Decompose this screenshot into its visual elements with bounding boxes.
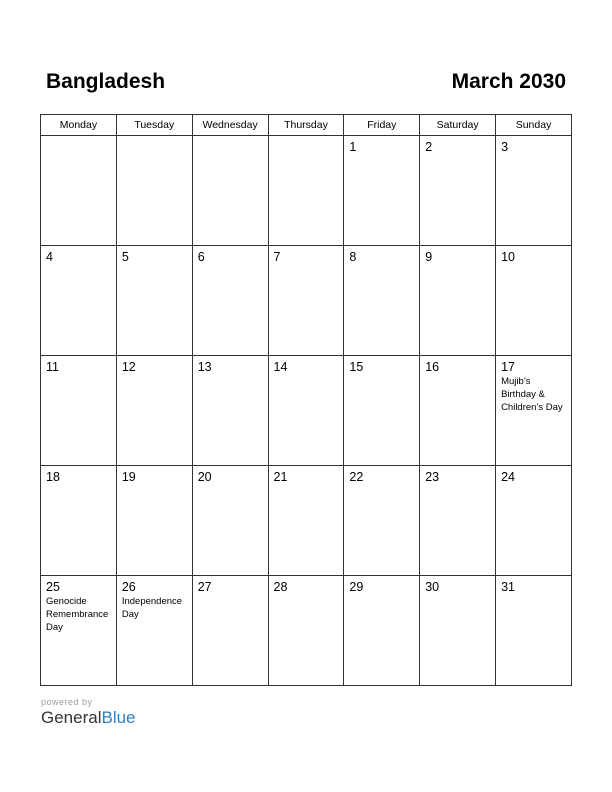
day-cell-content	[41, 136, 116, 245]
day-number: 20	[197, 470, 212, 484]
day-number: 10	[501, 250, 515, 264]
day-number: 24	[501, 470, 515, 484]
weekday-thursday: Thursday	[268, 115, 344, 136]
day-cell-content	[193, 356, 268, 465]
day-cell-content	[117, 136, 192, 245]
week-row	[41, 356, 572, 466]
day-number: 14	[273, 360, 288, 374]
day-cell	[496, 576, 572, 686]
day-cell-content	[344, 466, 419, 575]
day-number: 5	[121, 250, 129, 264]
weekday-wednesday: Wednesday	[192, 115, 268, 136]
day-cell-content	[269, 356, 344, 465]
day-cell	[496, 356, 572, 466]
day-cell	[496, 246, 572, 356]
week-row	[41, 576, 572, 686]
day-number: 17	[501, 360, 515, 374]
footer-branding	[41, 697, 136, 728]
day-cell	[268, 466, 344, 576]
day-number: 21	[273, 470, 288, 484]
week-row	[41, 136, 572, 246]
week-row	[41, 466, 572, 576]
holiday-label: Mujib’s Birthday & Children’s Day	[501, 376, 563, 413]
calendar-body	[41, 136, 572, 686]
month-year-title: March 2030	[451, 70, 566, 93]
day-cell	[344, 466, 420, 576]
day-number: 3	[501, 140, 509, 154]
day-cell-content	[496, 356, 571, 465]
day-cell-content	[496, 576, 571, 685]
day-cell	[192, 576, 268, 686]
day-cell	[192, 356, 268, 466]
weekday-saturday: Saturday	[420, 115, 496, 136]
day-cell-content	[41, 466, 116, 575]
holiday-label: Independence Day	[121, 596, 183, 620]
day-cell	[41, 136, 117, 246]
day-cell	[268, 246, 344, 356]
day-cell-content	[496, 246, 571, 355]
day-number: 11	[46, 360, 59, 374]
day-cell-content	[269, 136, 344, 245]
day-cell	[41, 246, 117, 356]
day-number: 7	[273, 250, 281, 264]
day-number: 16	[425, 360, 440, 374]
weekday-header-row	[41, 115, 572, 136]
day-number: 25	[46, 580, 60, 594]
day-cell	[192, 246, 268, 356]
powered-by-text: powered by	[41, 697, 93, 707]
day-cell-content	[496, 136, 571, 245]
day-cell	[420, 246, 496, 356]
day-cell-content	[420, 136, 495, 245]
calendar-table	[40, 114, 572, 686]
calendar-header	[46, 70, 566, 100]
day-cell	[496, 136, 572, 246]
day-number: 18	[46, 470, 60, 484]
day-number: 1	[349, 140, 357, 154]
day-number: 6	[197, 250, 205, 264]
day-cell-content	[41, 246, 116, 355]
day-cell-content	[193, 576, 268, 685]
day-number: 28	[273, 580, 288, 594]
weekday-sunday: Sunday	[496, 115, 572, 136]
day-number: 29	[349, 580, 364, 594]
day-cell	[116, 466, 192, 576]
day-cell	[420, 466, 496, 576]
day-cell-content	[420, 466, 495, 575]
day-cell-content	[344, 576, 419, 685]
day-cell	[41, 466, 117, 576]
day-cell-content	[269, 246, 344, 355]
day-cell-content	[193, 136, 268, 245]
day-number: 23	[425, 470, 440, 484]
brand-name-general: General	[41, 708, 102, 727]
day-cell-content	[117, 466, 192, 575]
weekday-monday: Monday	[41, 115, 117, 136]
day-cell	[116, 136, 192, 246]
day-cell-content	[269, 466, 344, 575]
day-cell-content	[496, 466, 571, 575]
day-cell-content	[344, 356, 419, 465]
brand-name-blue: Blue	[101, 708, 136, 727]
day-cell	[420, 576, 496, 686]
day-number: 13	[197, 360, 212, 374]
weekday-tuesday: Tuesday	[116, 115, 192, 136]
day-cell	[268, 136, 344, 246]
day-number: 30	[425, 580, 440, 594]
day-cell-content	[117, 246, 192, 355]
day-cell-content	[344, 246, 419, 355]
day-cell-content	[344, 136, 419, 245]
day-number: 26	[121, 580, 136, 594]
day-cell-content	[193, 246, 268, 355]
day-number: 27	[197, 580, 212, 594]
day-number: 2	[425, 140, 433, 154]
day-cell	[116, 356, 192, 466]
day-cell	[192, 466, 268, 576]
day-cell	[116, 246, 192, 356]
day-cell-content	[41, 576, 116, 685]
day-number: 12	[121, 360, 136, 374]
day-cell	[41, 356, 117, 466]
week-row	[41, 246, 572, 356]
day-cell	[41, 576, 117, 686]
day-number: 9	[425, 250, 433, 264]
brand-logo	[41, 708, 136, 728]
day-cell	[268, 576, 344, 686]
holiday-label: Genocide Remembrance Day	[46, 596, 109, 633]
day-cell	[116, 576, 192, 686]
day-number: 8	[349, 250, 357, 264]
day-cell-content	[420, 356, 495, 465]
weekday-friday: Friday	[344, 115, 420, 136]
day-cell-content	[420, 576, 495, 685]
day-cell	[420, 356, 496, 466]
day-cell-content	[41, 356, 116, 465]
day-cell	[344, 136, 420, 246]
country-title: Bangladesh	[46, 70, 166, 93]
day-number: 22	[349, 470, 364, 484]
day-cell	[192, 136, 268, 246]
calendar-grid	[40, 114, 572, 689]
day-cell-content	[420, 246, 495, 355]
day-cell-content	[193, 466, 268, 575]
day-cell	[344, 246, 420, 356]
day-cell	[344, 576, 420, 686]
day-cell	[268, 356, 344, 466]
day-number: 19	[121, 470, 136, 484]
day-number: 31	[501, 580, 515, 594]
day-number: 4	[46, 250, 53, 264]
day-cell-content	[117, 356, 192, 465]
day-cell	[420, 136, 496, 246]
day-cell	[496, 466, 572, 576]
day-cell-content	[269, 576, 344, 685]
day-cell-content	[117, 576, 192, 685]
day-number: 15	[349, 360, 364, 374]
day-cell	[344, 356, 420, 466]
